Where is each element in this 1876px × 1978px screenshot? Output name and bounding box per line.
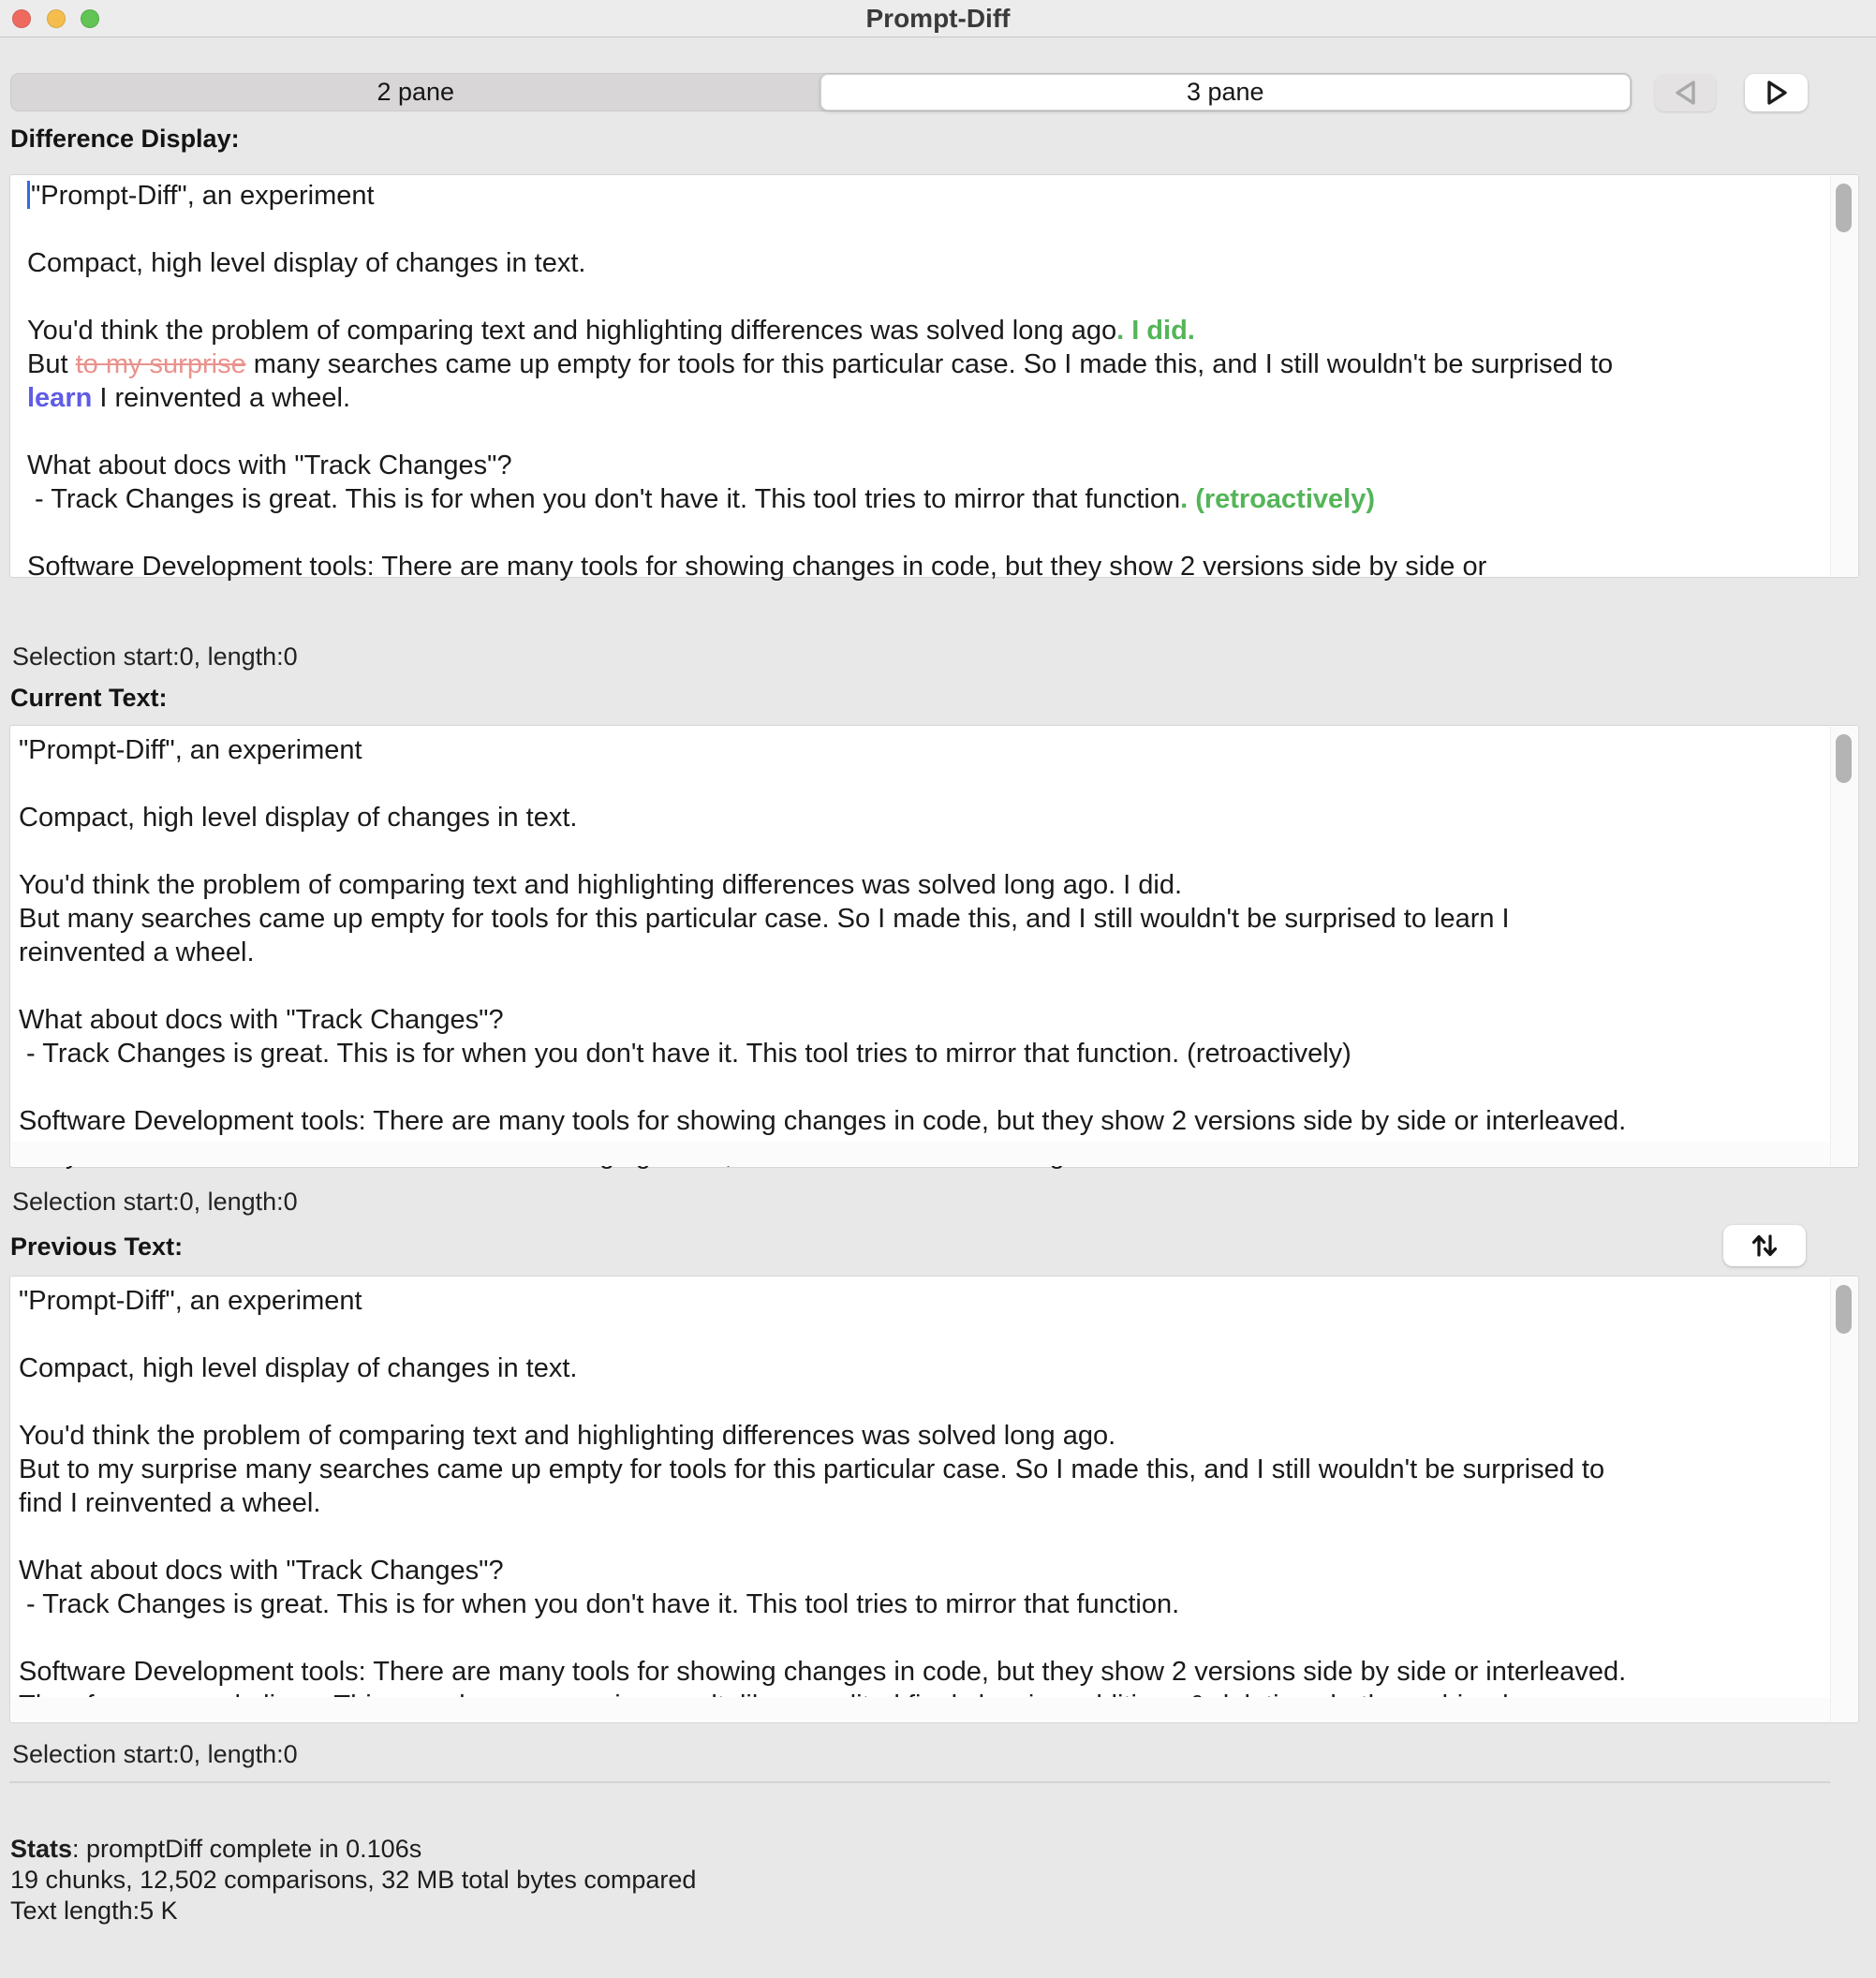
text-segment-normal: Software Development tools: There are many tools for showing changes in code, but they show 2 versions side by side or <box>27 552 1487 582</box>
difference-display-textview[interactable] <box>10 175 1830 582</box>
text-line <box>27 550 1830 583</box>
back-triangle-icon <box>1670 79 1702 107</box>
text-segment-normal: Compact, high level display of changes in text. <box>19 1353 578 1383</box>
text-segment-normal: - Track Changes is great. This is for when you don't have it. This tool tries to mirror that function <box>27 484 1181 514</box>
text-line <box>19 1520 1830 1554</box>
text-segment-added: . (retroactively) <box>1180 484 1375 514</box>
text-line <box>19 1453 1830 1486</box>
text-segment-normal: What about docs with "Track Changes"? <box>27 450 512 480</box>
text-segment-normal: Compact, high level display of changes in text. <box>19 803 578 833</box>
text-segment-normal: "Prompt-Diff", an experiment <box>19 1286 362 1316</box>
segment-3-pane-label: 3 pane <box>1186 78 1264 106</box>
bottom-divider <box>9 1781 1830 1783</box>
stats-label: Stats <box>10 1835 73 1863</box>
scrollbar-thumb[interactable] <box>1836 184 1852 232</box>
previous-text-label: Previous Text: <box>10 1233 184 1261</box>
stats-length-line: Text length:5 K <box>10 1897 178 1925</box>
minimize-button[interactable] <box>47 9 66 28</box>
text-line <box>19 1104 1830 1138</box>
stats-summary-line <box>10 1834 696 1865</box>
swap-texts-button[interactable] <box>1723 1225 1806 1266</box>
back-button[interactable] <box>1655 74 1716 111</box>
text-segment-normal: Software Development tools: There are many tools for showing changes in code, but they show 2 versions side by side or interleaved. <box>19 1657 1627 1687</box>
stats-block <box>10 1834 696 1926</box>
segment-3-pane[interactable] <box>820 74 1632 111</box>
text-segment-normal: - Track Changes is great. This is for when you don't have it. This tool tries to mirror that function. (retroactively) <box>19 1039 1352 1069</box>
diff-selection-status: Selection start:0, length:0 <box>12 642 298 671</box>
text-line <box>27 213 1830 246</box>
pane-mode-segmented-control <box>10 73 1632 111</box>
text-line <box>19 1037 1830 1070</box>
text-segment-removed: to my surprise <box>75 349 246 379</box>
text-segment-normal: What about docs with "Track Changes"? <box>19 1005 504 1035</box>
stats-detail-line: 19 chunks, 12,502 comparisons, 32 MB total bytes compared <box>10 1866 697 1894</box>
current-text-textview[interactable] <box>10 726 1830 1142</box>
forward-button[interactable] <box>1745 74 1808 111</box>
text-line <box>19 902 1830 936</box>
text-segment-normal: You'd think the problem of comparing text and highlighting differences was solved long ago <box>27 316 1117 346</box>
scrollbar-track <box>1830 1277 1857 1721</box>
text-segment-normal: reinvented a wheel. <box>19 937 255 967</box>
text-line <box>19 1486 1830 1520</box>
text-segment-added: . I did. <box>1116 316 1195 346</box>
segment-2-pane[interactable] <box>11 74 820 111</box>
previous-selection-status: Selection start:0, length:0 <box>12 1740 298 1768</box>
text-line <box>19 801 1830 834</box>
text-segment-normal: But <box>27 349 76 379</box>
previous-text-pane <box>9 1276 1859 1723</box>
text-segment-normal: many searches came up empty for tools for this particular case. So I made this, and I still wouldn't be surprised to <box>245 349 1614 379</box>
horizontal-scroll-gutter <box>11 1142 1830 1166</box>
difference-display-pane <box>9 174 1859 582</box>
forward-triangle-icon <box>1761 79 1793 107</box>
scrollbar-thumb[interactable] <box>1836 734 1852 783</box>
text-line <box>27 449 1830 482</box>
stats-summary: : promptDiff complete in 0.106s <box>72 1835 422 1863</box>
text-segment-normal: I reinvented a wheel. <box>92 383 350 413</box>
text-line <box>27 314 1830 347</box>
current-text-label: Current Text: <box>10 684 168 712</box>
text-line <box>19 1351 1830 1385</box>
scrollbar-thumb[interactable] <box>1836 1285 1852 1334</box>
text-segment-normal: You'd think the problem of comparing text and highlighting differences was solved long ago. I did. <box>19 870 1183 900</box>
text-line <box>19 1003 1830 1037</box>
text-segment-normal: find I reinvented a wheel. <box>19 1488 321 1518</box>
previous-text-textview[interactable] <box>10 1277 1830 1696</box>
text-line <box>19 936 1830 969</box>
text-segment-moved: learn <box>27 383 93 413</box>
text-line <box>19 1318 1830 1351</box>
text-line <box>27 415 1830 449</box>
text-line <box>19 1621 1830 1655</box>
window-title: Prompt-Diff <box>865 3 1011 33</box>
scrollbar-track <box>1830 176 1857 576</box>
text-segment-normal: But many searches came up empty for tools for this particular case. So I made this, and I still wouldn't be surprised to learn I <box>19 904 1510 934</box>
text-line <box>19 1587 1830 1621</box>
title-bar <box>0 0 1876 37</box>
horizontal-scroll-gutter <box>11 1697 1830 1721</box>
text-line <box>19 1419 1830 1453</box>
text-line <box>19 969 1830 1003</box>
text-line <box>27 280 1830 314</box>
segment-2-pane-label: 2 pane <box>377 78 455 106</box>
text-segment-normal: Compact, high level display of changes in text. <box>27 248 586 278</box>
text-line <box>19 1284 1830 1318</box>
text-line <box>19 1655 1830 1689</box>
text-segment-normal: You'd think the problem of comparing text and highlighting differences was solved long ago. <box>19 1421 1116 1451</box>
text-line <box>27 482 1830 516</box>
text-cursor <box>27 181 30 209</box>
close-button[interactable] <box>12 9 31 28</box>
text-line <box>27 347 1830 381</box>
scrollbar-track <box>1830 727 1857 1166</box>
text-segment-normal: What about docs with "Track Changes"? <box>19 1556 504 1586</box>
current-selection-status: Selection start:0, length:0 <box>12 1188 298 1216</box>
text-line <box>19 1554 1830 1587</box>
text-line <box>27 381 1830 415</box>
swap-vertical-icon <box>1743 1231 1786 1261</box>
text-line <box>19 767 1830 801</box>
text-segment-normal: "Prompt-Diff", an experiment <box>19 735 362 765</box>
zoom-button[interactable] <box>81 9 99 28</box>
text-line <box>19 834 1830 868</box>
text-line <box>27 246 1830 280</box>
text-line <box>27 516 1830 550</box>
text-segment-normal: - Track Changes is great. This is for when you don't have it. This tool tries to mirror that function. <box>19 1589 1180 1619</box>
difference-display-label: Difference Display: <box>10 125 240 153</box>
text-line <box>19 1385 1830 1419</box>
text-line <box>19 868 1830 902</box>
text-line <box>27 179 1830 213</box>
current-text-pane <box>9 725 1859 1168</box>
text-line <box>19 1070 1830 1104</box>
text-line <box>19 733 1830 767</box>
text-segment-normal: But to my surprise many searches came up empty for tools for this particular case. So I made this, and I still wouldn't be surprised to <box>19 1454 1605 1484</box>
text-segment-normal: Software Development tools: There are many tools for showing changes in code, but they show 2 versions side by side or interleaved. <box>19 1106 1627 1136</box>
text-segment-normal: "Prompt-Diff", an experiment <box>31 181 375 211</box>
